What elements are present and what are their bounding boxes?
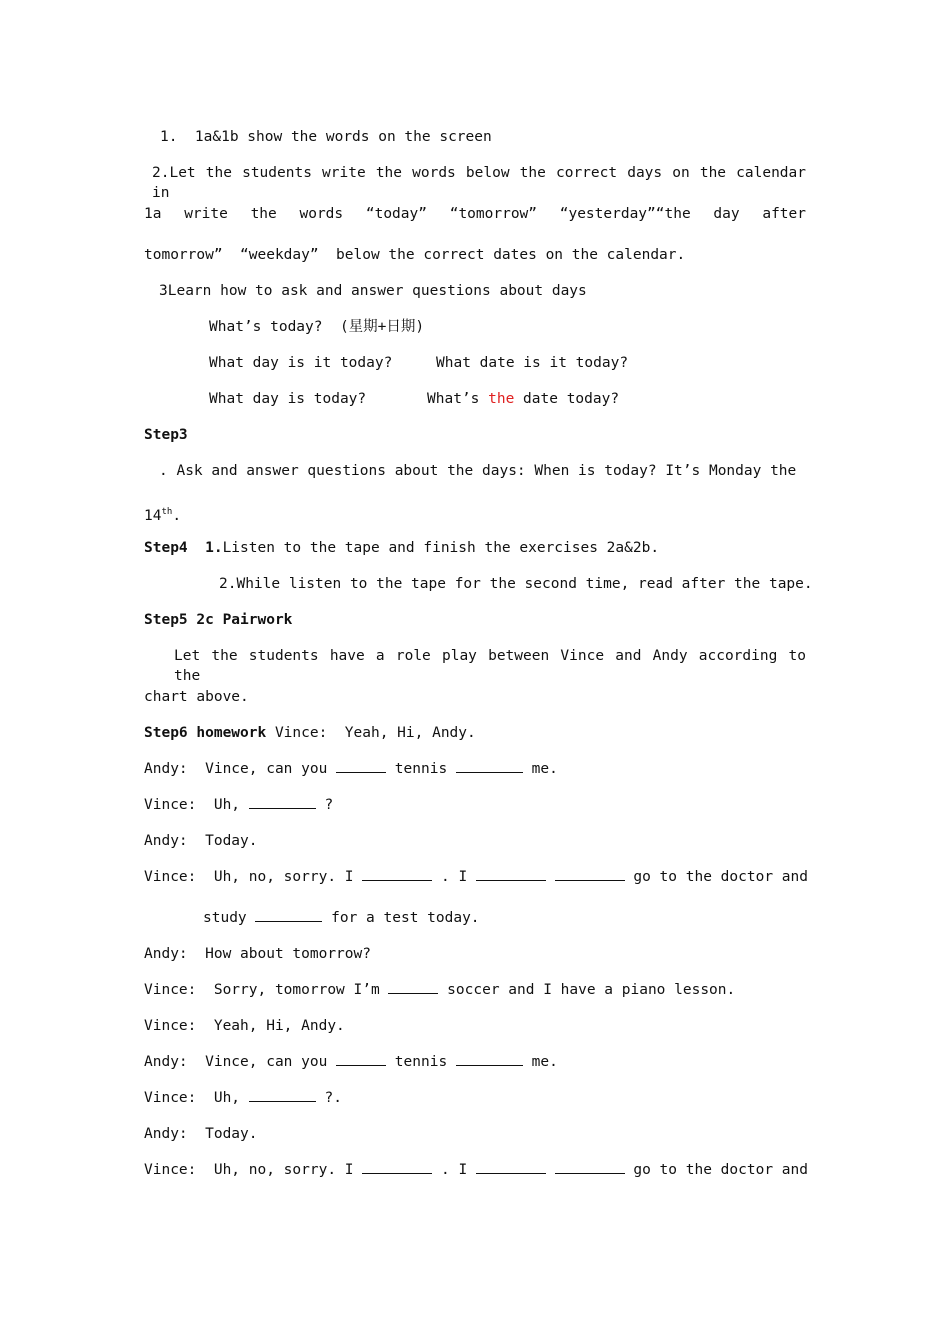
dialogue-andy-2: Andy: Today.: [144, 833, 258, 849]
question-3b-highlight: the: [488, 391, 515, 407]
step3-line-2: [144, 502, 181, 526]
step5-line-2: chart above.: [144, 689, 249, 705]
question-3b-pre: What’s: [427, 391, 489, 407]
step4-heading: Step4 1.: [144, 540, 223, 556]
blank-2[interactable]: [456, 760, 523, 773]
question-3b-post: date today?: [514, 391, 620, 407]
question-2a: What day is it today?: [209, 355, 393, 371]
blank-7[interactable]: [255, 909, 322, 922]
blank-12[interactable]: [362, 1161, 432, 1174]
step3-date-suffix: th: [161, 507, 173, 517]
step6-heading: Step6 homework: [144, 725, 267, 741]
dialogue-vince-5: Vince: Yeah, Hi, Andy.: [144, 1018, 345, 1034]
dialogue-andy-4: Andy: Vince, can you tennis me.: [144, 1054, 558, 1070]
step4-item-1: Listen to the tape and finish the exercises 2a&2b.: [222, 540, 660, 556]
dialogue-vince-2: Vince: Uh, ?: [144, 797, 334, 813]
blank-3[interactable]: [249, 796, 316, 809]
dialogue-andy-5: Andy: Today.: [144, 1126, 258, 1142]
step4-line-1: [144, 538, 659, 558]
blank-11[interactable]: [249, 1089, 316, 1102]
blank-8[interactable]: [388, 981, 438, 994]
step4-item-2: 2.While listen to the tape for the second time, read after the tape.: [219, 576, 813, 592]
question-3a: What day is today?: [209, 391, 367, 407]
blank-1[interactable]: [336, 760, 386, 773]
dialogue-andy-1: Andy: Vince, can you tennis me.: [144, 761, 558, 777]
dialogue-vince-3: Vince: Uh, no, sorry. I . I go to the doctor and: [144, 869, 808, 885]
question-1: What’s today? (星期+日期): [209, 319, 425, 335]
step2-item-2-line-1: 2.Let the students write the words below the correct days on the calendar in: [152, 165, 806, 201]
blank-4[interactable]: [362, 868, 432, 881]
blank-14[interactable]: [555, 1161, 625, 1174]
dialogue-vince-1: Vince: Yeah, Hi, Andy.: [266, 725, 476, 741]
step2-item-3: 3Learn how to ask and answer questions about days: [159, 283, 587, 299]
step3-date-number: 14: [144, 507, 162, 524]
dialogue-andy-3: Andy: How about tomorrow?: [144, 946, 371, 962]
step3-heading: Step3: [144, 427, 188, 443]
step2-item-2-line-3: tomorrow” “weekday” below the correct dates on the calendar.: [144, 247, 686, 263]
step5-heading: Step5 2c Pairwork: [144, 612, 293, 628]
step3-date-period: .: [172, 507, 182, 524]
question-3b: [427, 389, 619, 409]
step5-line-1: Let the students have a role play between Vince and Andy according to the: [174, 648, 806, 684]
dialogue-vince-7: Vince: Uh, no, sorry. I . I go to the doctor and: [144, 1162, 808, 1178]
step2-item-1: 1. 1a&1b show the words on the screen: [160, 129, 492, 145]
blank-13[interactable]: [476, 1161, 546, 1174]
blank-5[interactable]: [476, 868, 546, 881]
blank-9[interactable]: [336, 1053, 386, 1066]
question-2b: What date is it today?: [436, 355, 629, 371]
dialogue-vince-3-cont: study for a test today.: [203, 910, 480, 926]
step6-line-1: [144, 723, 476, 743]
blank-10[interactable]: [456, 1053, 523, 1066]
dialogue-vince-4: Vince: Sorry, tomorrow I’m soccer and I have a piano lesson.: [144, 982, 736, 998]
step3-line-1: . Ask and answer questions about the days: When is today? It’s Monday the: [159, 463, 797, 479]
dialogue-vince-6: Vince: Uh, ?.: [144, 1090, 342, 1106]
step2-item-2-line-2: 1a write the words “today” “tomorrow” “yesterday”“the day after: [144, 206, 806, 222]
blank-6[interactable]: [555, 868, 625, 881]
